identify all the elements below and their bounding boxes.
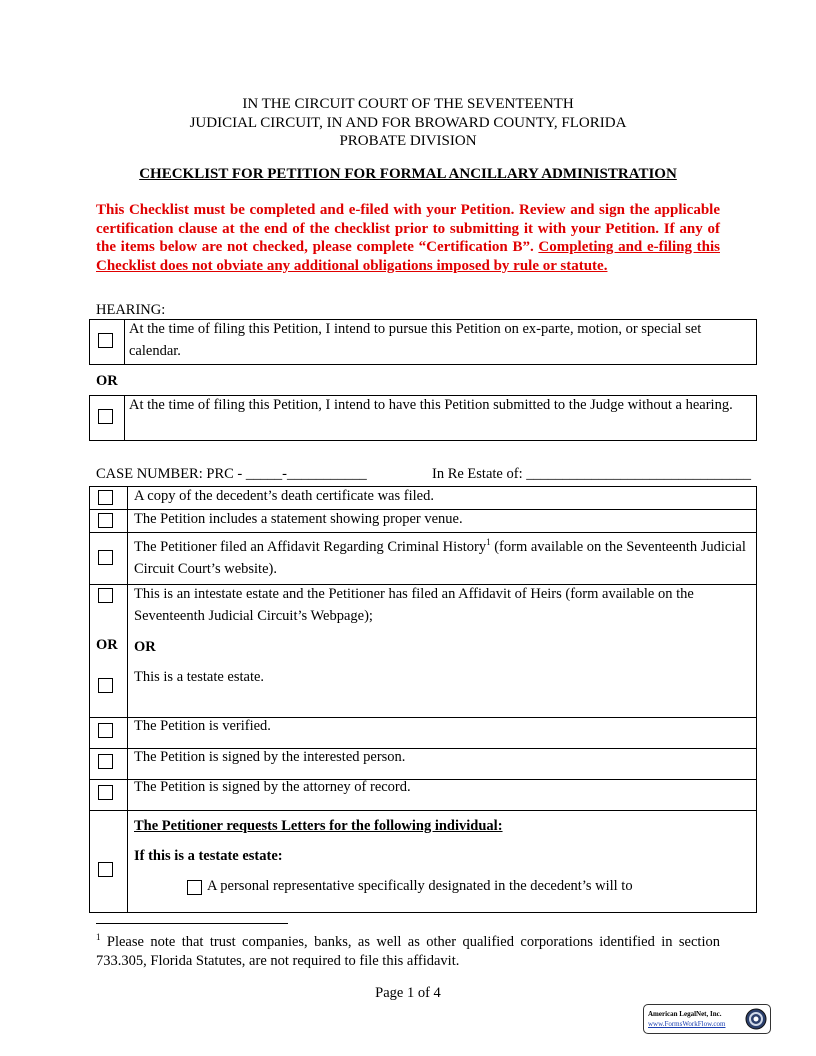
item6-checkbox[interactable]: [98, 723, 113, 738]
item3-text: [134, 531, 746, 580]
item8-text: The Petition is signed by the attorney of record.: [134, 779, 411, 795]
or-left-label: OR: [96, 637, 118, 653]
item2-checkbox[interactable]: [98, 513, 113, 528]
hearing-or: OR: [96, 373, 118, 389]
court-header-line2: JUDICIAL CIRCUIT, IN AND FOR BROWARD COUNTY, FLORIDA: [189, 115, 627, 131]
item6-text: The Petition is verified.: [134, 718, 271, 734]
sub-item-checkbox[interactable]: [187, 880, 202, 895]
notice-text: This Checklist must be completed and e-filed with your Petition. Review and sign the applicable certification clause at the end of the checklist prior to submitting it with your Petition. If any of the items below are not checked, please complete “Certification B”.: [96, 202, 720, 255]
footnote-number: 1: [96, 932, 101, 942]
item8-checkbox[interactable]: [98, 785, 113, 800]
item3-text-b: (form available on the Seventeenth Judicial Circuit Court’s website).: [134, 538, 746, 577]
item7-checkbox[interactable]: [98, 754, 113, 769]
footnote: [96, 928, 720, 971]
court-header-line1: IN THE CIRCUIT COURT OF THE SEVENTEENTH: [242, 96, 574, 112]
item2-text: The Petition includes a statement showing proper venue.: [134, 511, 463, 527]
hearing-option1-text: At the time of filing this Petition, I intend to pursue this Petition on ex-parte, motion, or special set calendar.: [129, 321, 702, 359]
footnote-text: Please note that trust companies, banks, as well as other qualified corporations identified in section 733.305, Florida Statutes, are not required to file this affidavit.: [96, 933, 720, 969]
logo-globe-icon: [745, 1008, 767, 1030]
divider: [89, 810, 757, 811]
sub-item-text: A personal representative specifically designated in the decedent’s will to: [207, 878, 633, 894]
hearing-option2-text: At the time of filing this Petition, I intend to have this Petition submitted to the Judge without a hearing.: [129, 397, 733, 413]
item1-text: A copy of the decedent’s death certificate was filed.: [134, 488, 434, 504]
item5-text: This is a testate estate.: [134, 669, 265, 685]
item7-text: The Petition is signed by the interested person.: [134, 749, 406, 765]
american-legalnet-logo[interactable]: [643, 1004, 771, 1034]
item4-checkbox[interactable]: [98, 588, 113, 603]
item5-checkbox[interactable]: [98, 678, 113, 693]
divider: [124, 319, 125, 365]
estate-of-field[interactable]: In Re Estate of: _______________________________: [432, 466, 751, 482]
letters-heading: The Petitioner requests Letters for the following individual:: [134, 818, 503, 834]
footnote-separator: [96, 923, 288, 924]
item4-text: This is an intestate estate and the Petitioner has filed an Affidavit of Heirs (form available on the Seventeenth Judicial Circuit’s Webpage);: [134, 586, 694, 624]
item1-checkbox[interactable]: [98, 490, 113, 505]
page-number: Page 1 of 4: [375, 985, 441, 1001]
notice-underlined: Completing and e-filing this Checklist does not obviate any additional obligations imposed by rule or statute.: [96, 239, 720, 274]
notice: [96, 201, 720, 275]
logo-line1: American LegalNet, Inc.: [648, 1010, 722, 1018]
divider: [124, 395, 125, 441]
item9-checkbox[interactable]: [98, 862, 113, 877]
court-header-line3: PROBATE DIVISION: [339, 133, 477, 149]
item3-text-a: The Petitioner filed an Affidavit Regarding Criminal History: [134, 538, 487, 555]
footnote-ref: 1: [486, 537, 491, 547]
case-number-field[interactable]: CASE NUMBER: PRC - _____-___________: [96, 466, 367, 482]
hearing-option1-checkbox[interactable]: [98, 333, 113, 348]
page-title: CHECKLIST FOR PETITION FOR FORMAL ANCILLARY ADMINISTRATION: [139, 166, 677, 182]
hearing-option2-checkbox[interactable]: [98, 409, 113, 424]
hearing-label: HEARING:: [96, 302, 166, 318]
or-inner-label: OR: [134, 639, 156, 655]
item3-checkbox[interactable]: [98, 550, 113, 565]
logo-line2: www.FormsWorkFlow.com: [648, 1020, 726, 1028]
divider: [127, 486, 128, 913]
testate-heading: If this is a testate estate:: [134, 848, 283, 864]
